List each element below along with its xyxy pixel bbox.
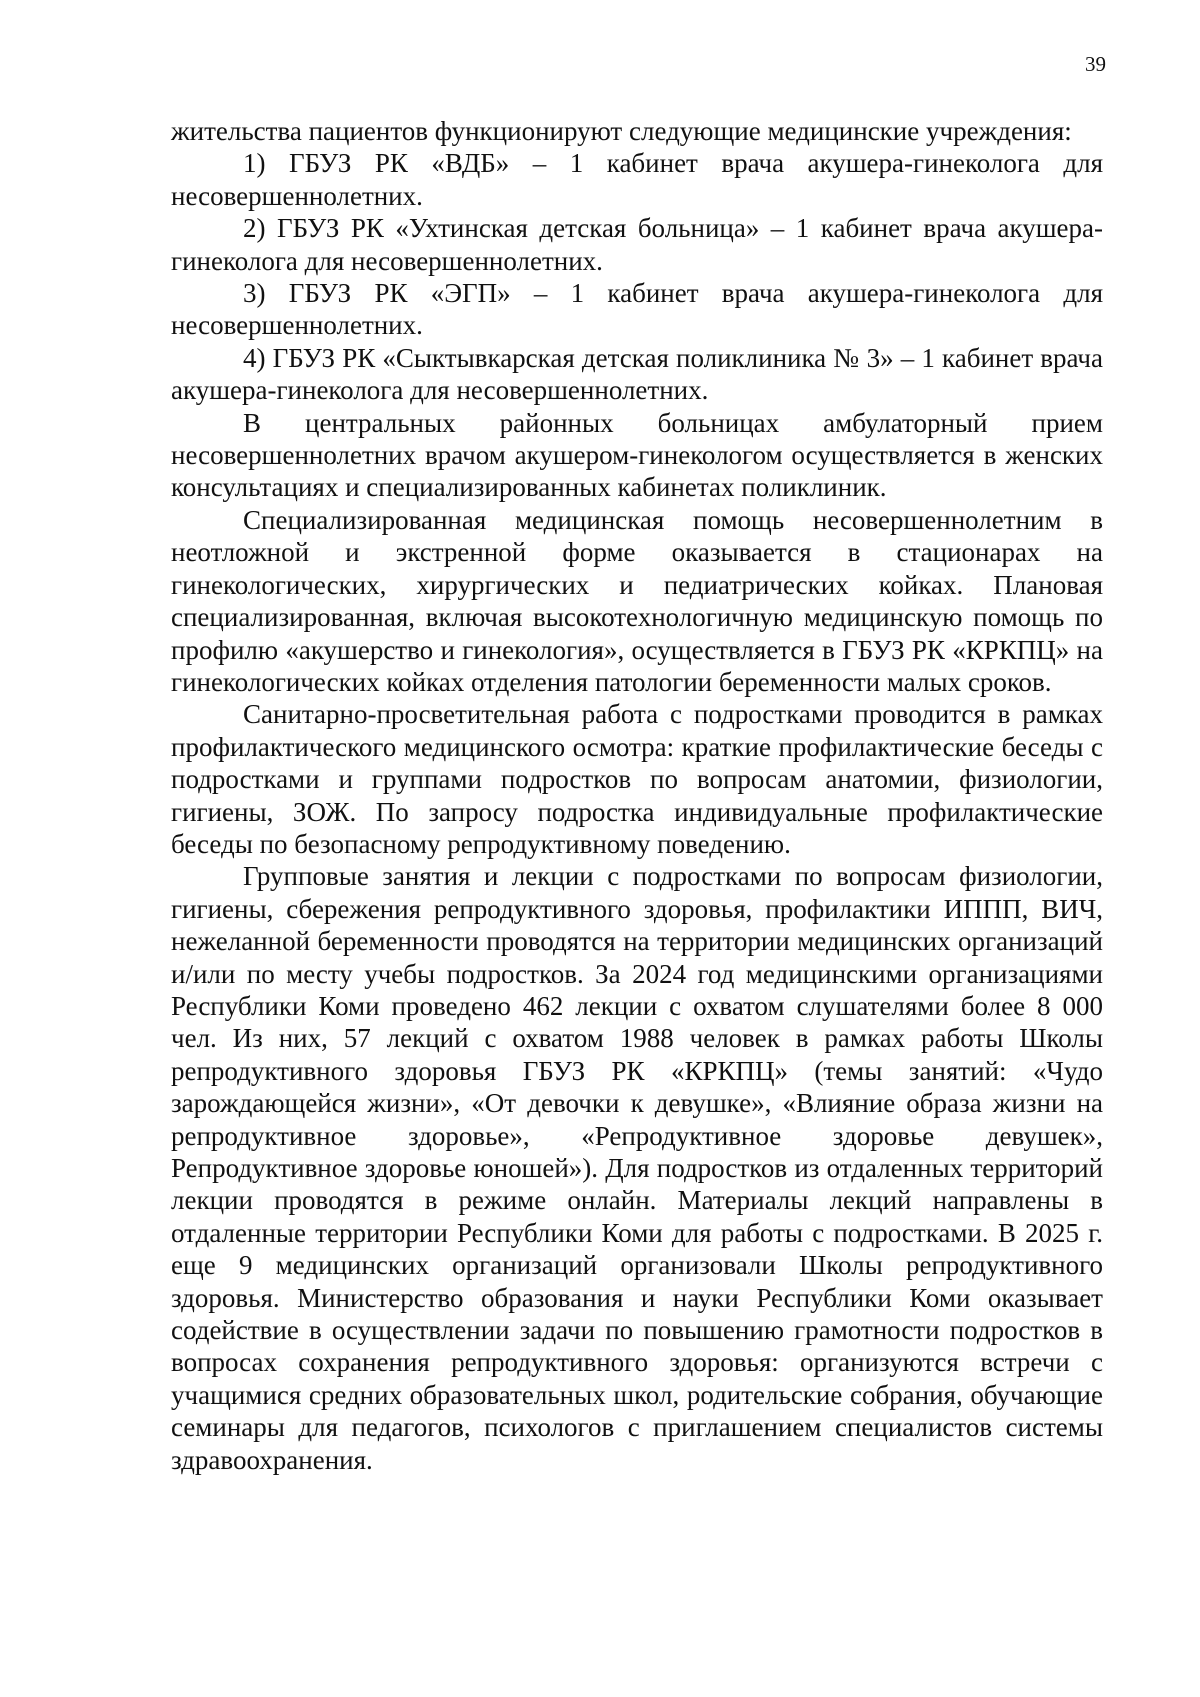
list-item-4: 4) ГБУЗ РК «Сыктывкарская детская поликлиника № 3» – 1 кабинет врача акушера-гинеколога для несовершеннолетних.	[171, 342, 1103, 406]
paragraph-group-lectures: Групповые занятия и лекции с подростками по вопросам физиологии, гигиены, сбережения репродуктивного здоровья, профилактики ИППП, ВИЧ, нежеланной беременности проводятся на территории медицинских организаций и/или по месту учебы подростков. За 2024 год медицинскими организациями Республики Коми проведено 462 лекции с охватом слушателями более 8 000 чел. Из них, 57 лекций с охватом 1988 человек в рамках работы Школы репродуктивного здоровья ГБУЗ РК «КРКПЦ» (темы занятий: «Чудо зарождающейся жизни», «От девочки к девушке», «Влияние образа жизни на репродуктивное здоровье», «Репродуктивное здоровье девушек», Репродуктивное здоровье юношей»). Для подростков из отдаленных территорий лекции проводятся в режиме онлайн. Материалы лекций направлены в отдаленные территории Республики Коми для работы с подростками. В 2025 г. еще 9 медицинских организаций организовали Школы репродуктивного здоровья. Министерство образования и науки Республики Коми оказывает содействие в осуществлении задачи по повышению грамотности подростков в вопросах сохранения репродуктивного здоровья: организуются встречи с учащимися средних образовательных школ, родительские собрания, обучающие семинары для педагогов, психологов с приглашением специалистов системы здравоохранения.	[171, 861, 1103, 1475]
list-item-3: 3) ГБУЗ РК «ЭГП» – 1 кабинет врача акушера-гинеколога для несовершеннолетних.	[171, 278, 1103, 341]
paragraph-health-education: Санитарно-просветительная работа с подростками проводится в рамках профилактического медицинского осмотра: краткие профилактические беседы с подростками и группами подростков по вопросам анатомии, физиологии, гигиены, ЗОЖ. По запросу подростка индивидуальные профилактические беседы по безопасному репродуктивному поведению.	[171, 699, 1103, 859]
paragraph-continuation: жительства пациентов функционируют следующие медицинские учреждения:	[171, 116, 1072, 146]
document-body	[171, 115, 1103, 1476]
paragraph-specialized-care: Специализированная медицинская помощь несовершеннолетним в неотложной и экстренной форме оказывается в стационарах на гинекологических, хирургических и педиатрических койках. Плановая специализированная, включая высокотехнологичную медицинскую помощь по профилю «акушерство и гинекология», осуществляется в ГБУЗ РК «КРКПЦ» на гинекологических койках отделения патологии беременности малых сроков.	[171, 504, 1103, 697]
page-number: 39	[1085, 52, 1106, 76]
paragraph-district-hospitals: В центральных районных больницах амбулаторный прием несовершеннолетних врачом акушером-гинекологом осуществляется в женских консультациях и специализированных кабинетах поликлиник.	[171, 407, 1103, 503]
list-item-2: 2) ГБУЗ РК «Ухтинская детская больница» – 1 кабинет врача акушера-гинеколога для несовершеннолетних.	[171, 213, 1103, 276]
list-item-1: 1) ГБУЗ РК «ВДБ» – 1 кабинет врача акушера-гинеколога для несовершеннолетних.	[171, 148, 1103, 211]
